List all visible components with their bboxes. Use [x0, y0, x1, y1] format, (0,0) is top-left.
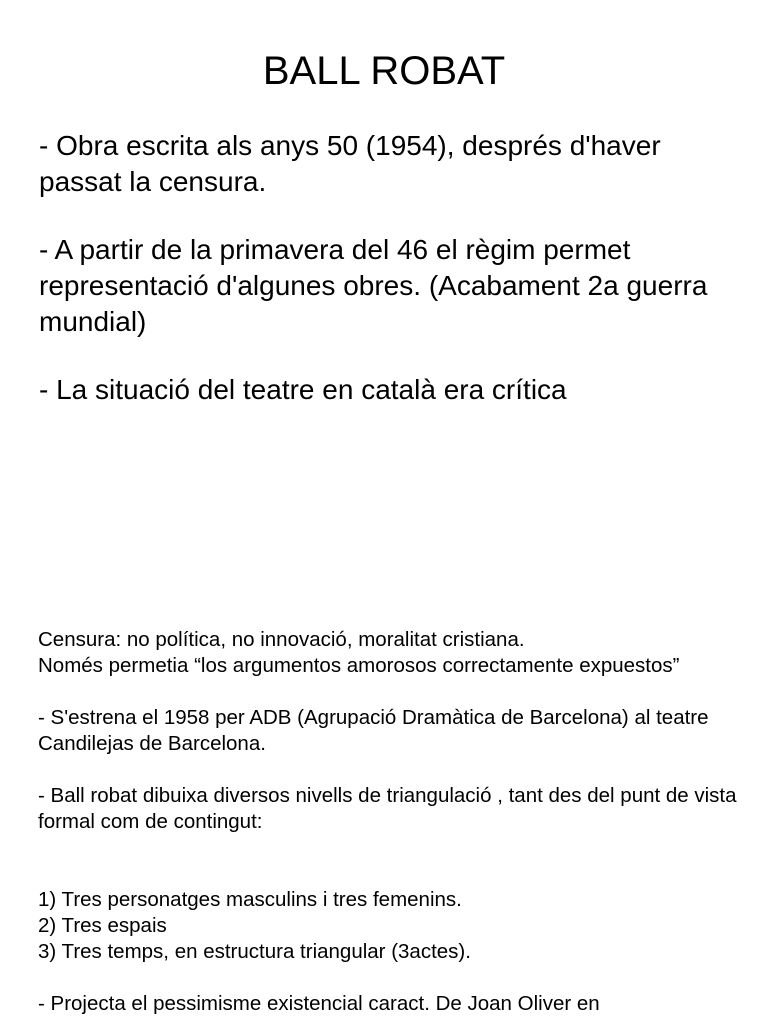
main-point-primavera: - A partir de la primavera del 46 el règim permet representació d'algunes obres. (Acabament 2a guerra mundial) [39, 234, 708, 337]
main-point-obra: - Obra escrita als anys 50 (1954), després d'haver passat la censura. [39, 130, 661, 197]
nomes-permetia-line: Només permetia “los argumentos amorosos correctamente expuestos” [38, 654, 680, 677]
censura-line: Censura: no política, no innovació, moralitat cristiana. [38, 628, 525, 651]
main-points [39, 128, 739, 440]
list-item-2: 2) Tres espais [38, 914, 167, 937]
main-point-situacio: - La situació del teatre en català era crítica [39, 374, 567, 405]
truncated-paragraph: - Projecta el pessimisme existencial caract. De Joan Oliver en [38, 992, 600, 1015]
estrena-paragraph: - S'estrena el 1958 per ADB (Agrupació Dramàtica de Barcelona) al teatre Candilejas de Barcelona. [38, 706, 709, 755]
notes-block [38, 627, 738, 1017]
document-title: BALL ROBAT [262, 49, 506, 93]
list-item-1: 1) Tres personatges masculins i tres femenins. [38, 888, 462, 911]
triangulacio-paragraph: - Ball robat dibuixa diversos nivells de triangulació , tant des del punt de vista formal com de contingut: [38, 784, 737, 833]
list-item-3: 3) Tres temps, en estructura triangular (3actes). [38, 940, 471, 963]
